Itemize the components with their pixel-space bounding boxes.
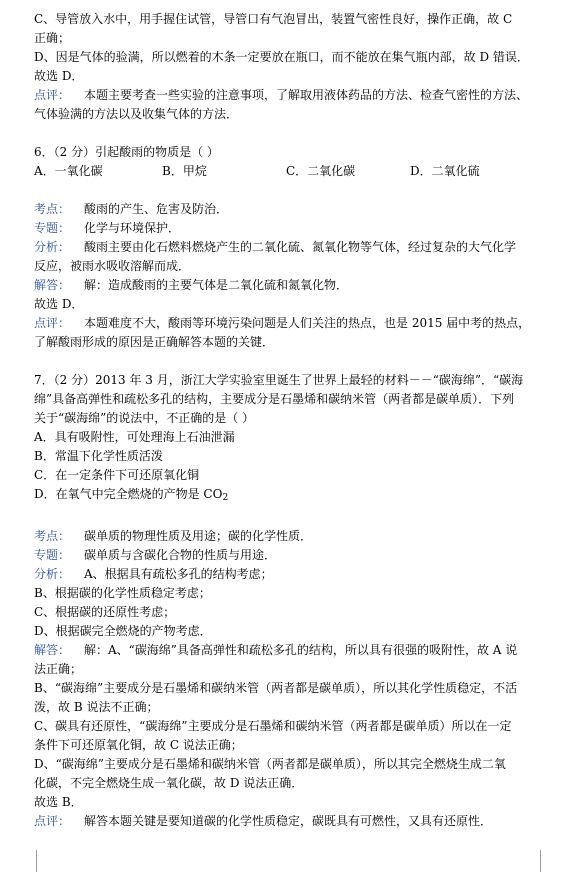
q6-dianping-row bbox=[34, 314, 542, 333]
q7-option-d bbox=[34, 485, 542, 508]
q7-jieda-b: B、“碳海绵”主要成分是石墨烯和碳纳米管（两者都是碳单质），所以其化学性质稳定，不活 bbox=[34, 681, 518, 695]
q6-zhuanti-row bbox=[34, 219, 542, 238]
q7-option-d-text: D．在氧气中完全燃烧的产物是 CO bbox=[34, 487, 223, 501]
dianping-text: 本题难度不大，酸雨等环境污染问题是人们关注的热点，也是 2015 届中考的热点， bbox=[84, 316, 531, 330]
q7-fenxi-b: B、根据碳的化学性质稳定考虑； bbox=[34, 586, 211, 600]
q7-answer: 故选 B． bbox=[34, 795, 83, 809]
page-corner-mark-right bbox=[540, 850, 563, 872]
q7-jieda-b-cont: 泼，故 B 说法不正确； bbox=[34, 700, 159, 714]
q6-dianping-cont: 了解酸雨形成的原因是正确解答本题的关键． bbox=[34, 335, 275, 349]
option-c-explanation: C、导管放入水中，用手握住试管，导管口有气泡冒出，装置气密性良好，操作正确，故 C bbox=[34, 12, 513, 26]
q6-option-b: B．甲烷 bbox=[162, 164, 207, 178]
q6-kaodian-row bbox=[34, 200, 542, 219]
q7-fenxi-row bbox=[34, 565, 542, 584]
jieda-label: 解答： bbox=[34, 278, 71, 292]
fenxi-label: 分析： bbox=[34, 240, 71, 254]
kaodian-text: 酸雨的产生、危害及防治． bbox=[84, 202, 229, 216]
q7-zhuanti-row bbox=[34, 546, 542, 565]
q6-jieda-row bbox=[34, 276, 542, 295]
q7-option-a: A．具有吸附性，可处理海上石油泄漏 bbox=[34, 430, 235, 444]
answer-line: 故选 D． bbox=[34, 69, 84, 83]
jieda-a: 解：A、“碳海绵”具备高弹性和疏松多孔的结构，所以具有很强的吸附性，故 A 说 bbox=[84, 643, 518, 657]
q7-jieda-c: C、碳具有还原性，“碳海绵”主要成分是石墨烯和碳纳米管（两者都是碳单质）所以在一定 bbox=[34, 719, 512, 733]
q7-jieda-d: D、“碳海绵”主要成分是石墨烯和碳纳米管（两者都是碳单质），所以其完全燃烧生成二氧 bbox=[34, 757, 506, 771]
q7-jieda-d-cont: 化碳，不完全燃烧生成一氧化碳，故 D 说法正确． bbox=[34, 776, 304, 790]
q7-fenxi-d: D、根据碳完全燃烧的产物考虑． bbox=[34, 624, 212, 638]
q6-option-a: A．一氧化碳 bbox=[34, 164, 103, 178]
zhuanti-label: 专题： bbox=[34, 221, 71, 235]
fenxi-label: 分析： bbox=[34, 567, 71, 581]
comment-row bbox=[34, 86, 542, 105]
comment-text-cont: 气体验满的方法以及收集气体的方法． bbox=[34, 107, 239, 121]
question-6-options bbox=[34, 162, 542, 181]
jieda-text: 解：造成酸雨的主要气体是二氧化硫和氮氧化物． bbox=[84, 278, 349, 292]
question-6-stem: 6．（2 分）引起酸雨的物质是（ ） bbox=[34, 145, 219, 159]
q6-fenxi-row bbox=[34, 238, 542, 257]
q7-jieda-c-cont: 条件下可还原氧化铜，故 C 说法正确； bbox=[34, 738, 243, 752]
option-c-explanation-cont: 正确； bbox=[34, 31, 71, 45]
question-7-stem-1: 7．（2 分）2013 年 3 月，浙江大学实验室里诞生了世界上最轻的材料－－“碳海绵”．“碳海 bbox=[34, 373, 524, 387]
q7-option-c: C．在一定条件下可还原氧化铜 bbox=[34, 468, 200, 482]
subscript: 2 bbox=[222, 493, 229, 503]
zhuanti-text: 碳单质与含碳化合物的性质与用途． bbox=[84, 548, 277, 562]
q6-answer: 故选 D． bbox=[34, 297, 84, 311]
kaodian-label: 考点： bbox=[34, 202, 71, 216]
fenxi-text: 酸雨主要由化石燃料燃烧产生的二氧化硫、氮氧化物等气体，经过复杂的大气化学 bbox=[84, 240, 517, 254]
fenxi-a: A、根据具有疏松多孔的结构考虑； bbox=[84, 567, 273, 581]
zhuanti-label: 专题： bbox=[34, 548, 71, 562]
page-corner-mark-left bbox=[14, 850, 37, 872]
zhuanti-text: 化学与环境保护． bbox=[84, 221, 181, 235]
q6-fenxi-cont: 反应，被雨水吸收溶解而成． bbox=[34, 259, 191, 273]
document-page bbox=[34, 10, 542, 831]
kaodian-label: 考点： bbox=[34, 529, 71, 543]
dianping-label: 点评： bbox=[34, 316, 71, 330]
q7-jieda-row bbox=[34, 641, 542, 660]
jieda-label: 解答： bbox=[34, 643, 71, 657]
dianping-text: 解答本题关键是要知道碳的化学性质稳定，碳既具有可燃性，又具有还原性． bbox=[84, 814, 493, 828]
q7-kaodian-row bbox=[34, 527, 542, 546]
q6-option-d: D．二氧化硫 bbox=[410, 164, 480, 178]
comment-text: 本题主要考查一些实验的注意事项，了解取用液体药品的方法、检查气密性的方法、 bbox=[84, 88, 529, 102]
q7-option-b: B．常温下化学性质活泼 bbox=[34, 449, 163, 463]
q7-fenxi-c: C、根据碳的还原性考虑； bbox=[34, 605, 176, 619]
q6-option-c: C．二氧化碳 bbox=[286, 164, 356, 178]
q7-jieda-a-cont: 法正确； bbox=[34, 662, 83, 676]
question-7-stem-3: 关于“碳海绵”的说法中，不正确的是（ ） bbox=[34, 411, 255, 425]
dianping-label: 点评： bbox=[34, 814, 71, 828]
q7-dianping-row bbox=[34, 812, 542, 831]
kaodian-text: 碳单质的物理性质及用途；碳的化学性质． bbox=[84, 529, 313, 543]
comment-label: 点评： bbox=[34, 88, 71, 102]
option-d-explanation: D、因是气体的验满，所以燃着的木条一定要放在瓶口，而不能放在集气瓶内部，故 D 错误． bbox=[34, 50, 529, 64]
question-7-stem-2: 绵”具备高弹性和疏松多孔的结构，主要成分是石墨烯和碳纳米管（两者都是碳单质）．下列 bbox=[34, 392, 515, 406]
